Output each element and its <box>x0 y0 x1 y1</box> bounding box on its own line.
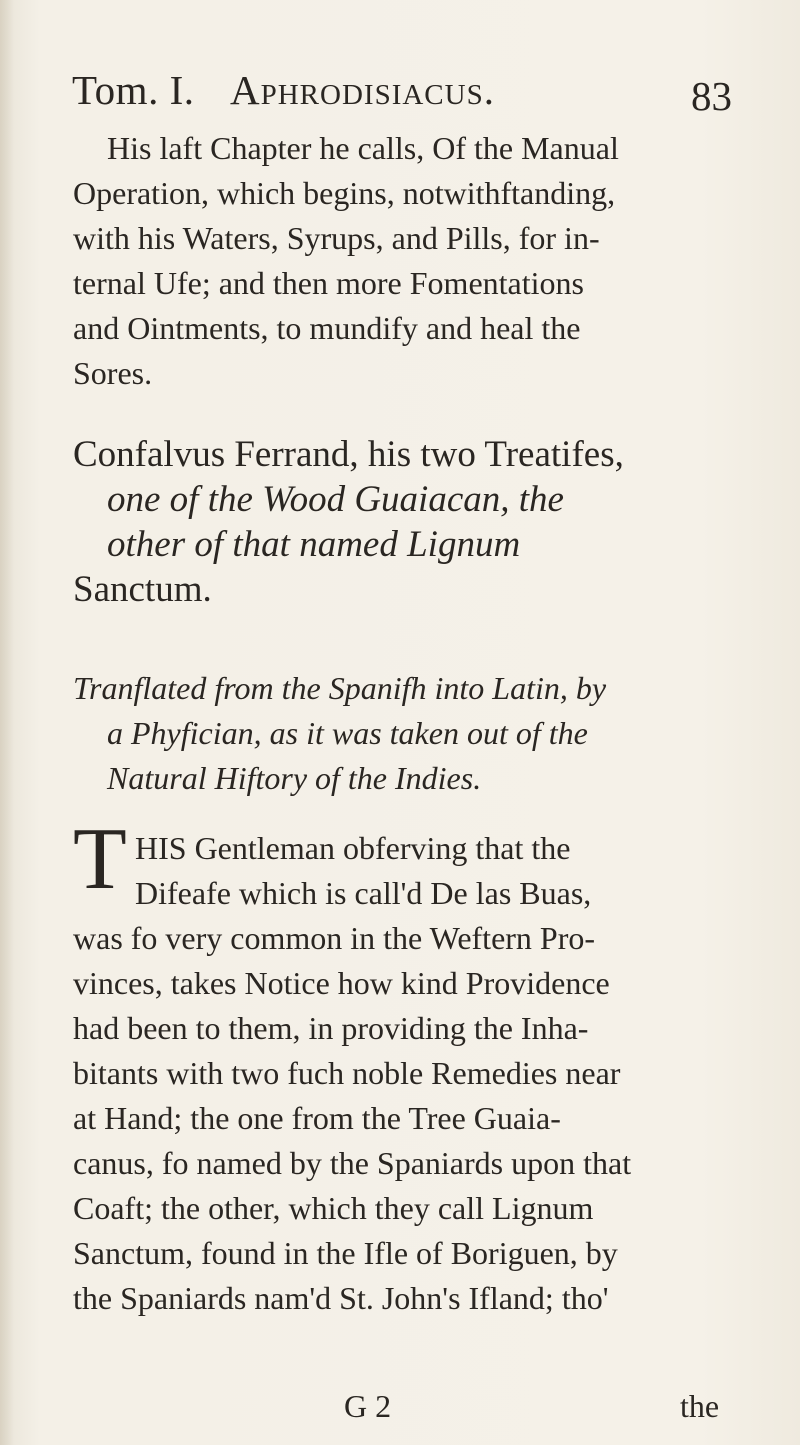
text-line: the Spaniards nam'd St. John's Ifland; tho' <box>73 1280 609 1316</box>
page-number: 83 <box>691 73 732 119</box>
text-line: canus, fo named by the Spaniards upon that <box>73 1145 632 1181</box>
text-line: HIS Gentleman obferving that the <box>135 830 571 866</box>
running-title: Aphrodisiacus. <box>230 67 495 113</box>
text-line: at Hand; the one from the Tree Guaia- <box>73 1100 561 1136</box>
heading-line: other of that named Lignum <box>107 524 521 565</box>
text-line: Sanctum, found in the Ifle of Boriguen, by <box>73 1235 618 1271</box>
text-line: His laft Chapter he calls, Of the Manual <box>107 130 619 166</box>
text-line: Operation, which begins, notwithftanding, <box>73 175 616 211</box>
section-subtitle <box>73 666 733 801</box>
text-line: bitants with two fuch noble Remedies near <box>73 1055 621 1091</box>
catchword: the <box>680 1388 720 1424</box>
subtitle-line: Natural Hiftory of the Indies. <box>107 760 482 796</box>
drop-cap: T <box>73 811 127 908</box>
text-line: with his Waters, Syrups, and Pills, for in- <box>73 220 600 256</box>
text-line: had been to them, in providing the Inha- <box>73 1010 589 1046</box>
volume-label: Tom. I. <box>72 67 195 113</box>
text-line: Difeafe which is call'd De las Buas, <box>135 875 592 911</box>
heading-line: one of the Wood Guaiacan, the <box>107 479 564 520</box>
signature-mark: G 2 <box>344 1388 392 1424</box>
subtitle-line: a Phyfician, as it was taken out of the <box>107 715 588 751</box>
running-header <box>72 66 732 120</box>
text-line: ternal Ufe; and then more Fomentations <box>73 265 584 301</box>
text-line: Coaft; the other, which they call Lignum <box>73 1190 594 1226</box>
heading-line: Confalvus Ferrand, his two Treatifes, <box>73 434 624 475</box>
text-line: and Ointments, to mundify and heal the <box>73 310 581 346</box>
subtitle-line: Tranflated from the Spanifh into Latin, by <box>73 670 607 706</box>
paragraph-manual-operation <box>73 126 733 396</box>
binding-shadow <box>0 0 14 1445</box>
text-line: was fo very common in the Weftern Pro- <box>73 920 596 956</box>
section-heading <box>73 432 733 612</box>
text-line: Sores. <box>73 355 153 391</box>
text-line: vinces, takes Notice how kind Providence <box>73 965 610 1001</box>
heading-line: Sanctum. <box>73 569 212 610</box>
